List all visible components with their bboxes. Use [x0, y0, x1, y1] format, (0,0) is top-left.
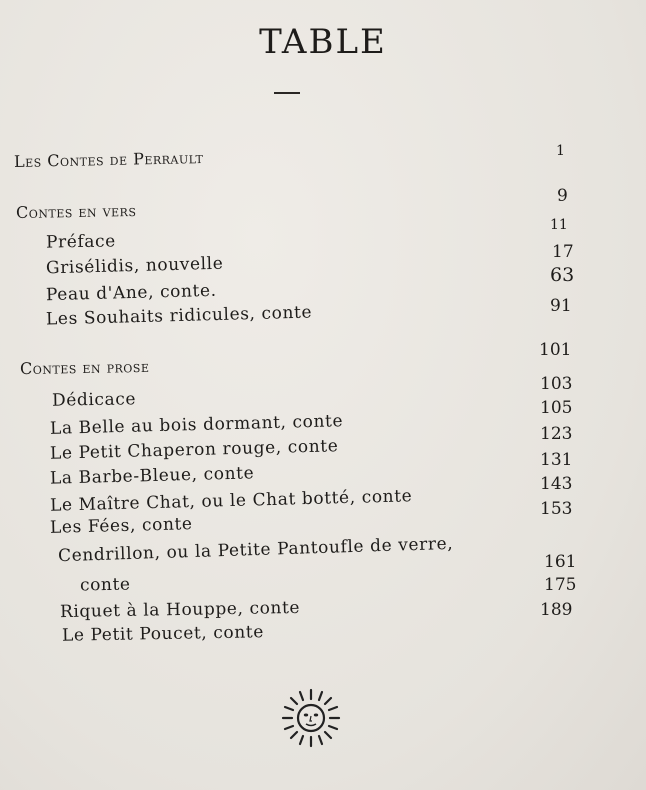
toc-entry-label: Riquet à la Houppe, conte: [59, 597, 301, 623]
toc-entry-fees: [50, 514, 193, 538]
toc-page-number: 91: [550, 296, 572, 316]
leader-dots: [296, 467, 528, 476]
leader-dots: [136, 236, 526, 249]
toc-entry-maitre-chat: [50, 486, 413, 515]
toc-page-number: 101: [539, 340, 572, 360]
toc-entry-label: La Belle au bois dormant, conte: [49, 411, 344, 439]
leader-dots: [144, 390, 528, 403]
leader-dots: [236, 517, 528, 528]
toc-page-number: 105: [540, 398, 573, 418]
toc-entry-barbe-bleue: [50, 463, 255, 488]
toc-page-number: 123: [540, 424, 573, 444]
title-rule: [274, 92, 300, 94]
toc-entry-cendrillon-cont: [80, 575, 131, 596]
toc-entry-label: Le Petit Chaperon rouge, conte: [49, 436, 339, 464]
toc-entry-riquet: [60, 598, 300, 622]
toc-page-number: 175: [544, 575, 577, 595]
toc-entry-label: Grisélidis, nouvelle: [45, 253, 224, 279]
leader-dots: [240, 287, 528, 298]
toc-page-number: 189: [540, 600, 573, 620]
toc-entry-chaperon-rouge: [50, 436, 339, 464]
toc-entry-griselidis: [46, 254, 224, 279]
toc-section-vers: [16, 201, 137, 222]
toc-section-label: Les Contes de Perrault: [13, 148, 204, 171]
leader-dots: [246, 260, 528, 270]
toc-entry-label: Le Maître Chat, ou le Chat botté, conte: [49, 486, 413, 516]
sun-ornament-icon: [281, 688, 341, 748]
toc-entry-souhaits: [46, 303, 313, 330]
leader-dots: [168, 203, 528, 215]
toc-entry-label: conte: [79, 574, 131, 596]
toc-section-perrault: [14, 148, 204, 171]
toc-entry-belle-au-bois: [50, 411, 344, 439]
toc-entry-label: Cendrillon, ou la Petite Pantoufle de verre,: [57, 533, 454, 567]
toc-entry-label: Les Souhaits ridicules, conte: [45, 302, 313, 330]
toc-entry-label: Peau d'Ane, conte.: [45, 280, 217, 306]
leader-dots: [392, 442, 528, 449]
toc-page-number: 161: [544, 552, 577, 572]
toc-entry-cendrillon: [58, 534, 454, 566]
toc-entry-label: Dédicace: [51, 389, 137, 411]
toc-entry-dedicace: [52, 389, 136, 410]
toc-page-number: 131: [540, 450, 573, 470]
leader-dots: [480, 493, 528, 497]
leader-dots: [290, 628, 440, 635]
toc-entry-label: Préface: [45, 231, 117, 253]
toc-page-number: 143: [540, 474, 573, 494]
leader-dots: [258, 155, 518, 163]
toc-entry-label: Le Petit Poucet, conte: [61, 622, 265, 646]
leader-dots: [332, 603, 528, 611]
toc-page-number: 11: [550, 217, 568, 233]
page-title: TABLE: [259, 22, 387, 62]
toc-entry-label: Les Fées, conte: [49, 514, 193, 538]
toc-page-number: 63: [550, 264, 575, 286]
toc-entry-preface: [46, 231, 116, 252]
toc-page-number: 1: [556, 143, 565, 159]
leader-dots: [392, 418, 528, 425]
toc-page-number: 103: [540, 374, 573, 394]
toc-page-number: 17: [552, 242, 574, 262]
toc-page-number: 9: [557, 186, 568, 206]
toc-entry-label: La Barbe-Bleue, conte: [49, 463, 255, 489]
toc-entry-peau-dane: [46, 281, 217, 305]
toc-section-label: Contes en vers: [15, 200, 137, 223]
toc-section-prose: [20, 357, 150, 378]
toc-page-number: 153: [540, 499, 573, 519]
leader-dots: [134, 577, 528, 590]
toc-entry-petit-poucet: [62, 622, 264, 646]
toc-section-label: Contes en prose: [19, 356, 150, 379]
leader-dots: [178, 357, 528, 369]
leader-dots: [338, 310, 528, 318]
